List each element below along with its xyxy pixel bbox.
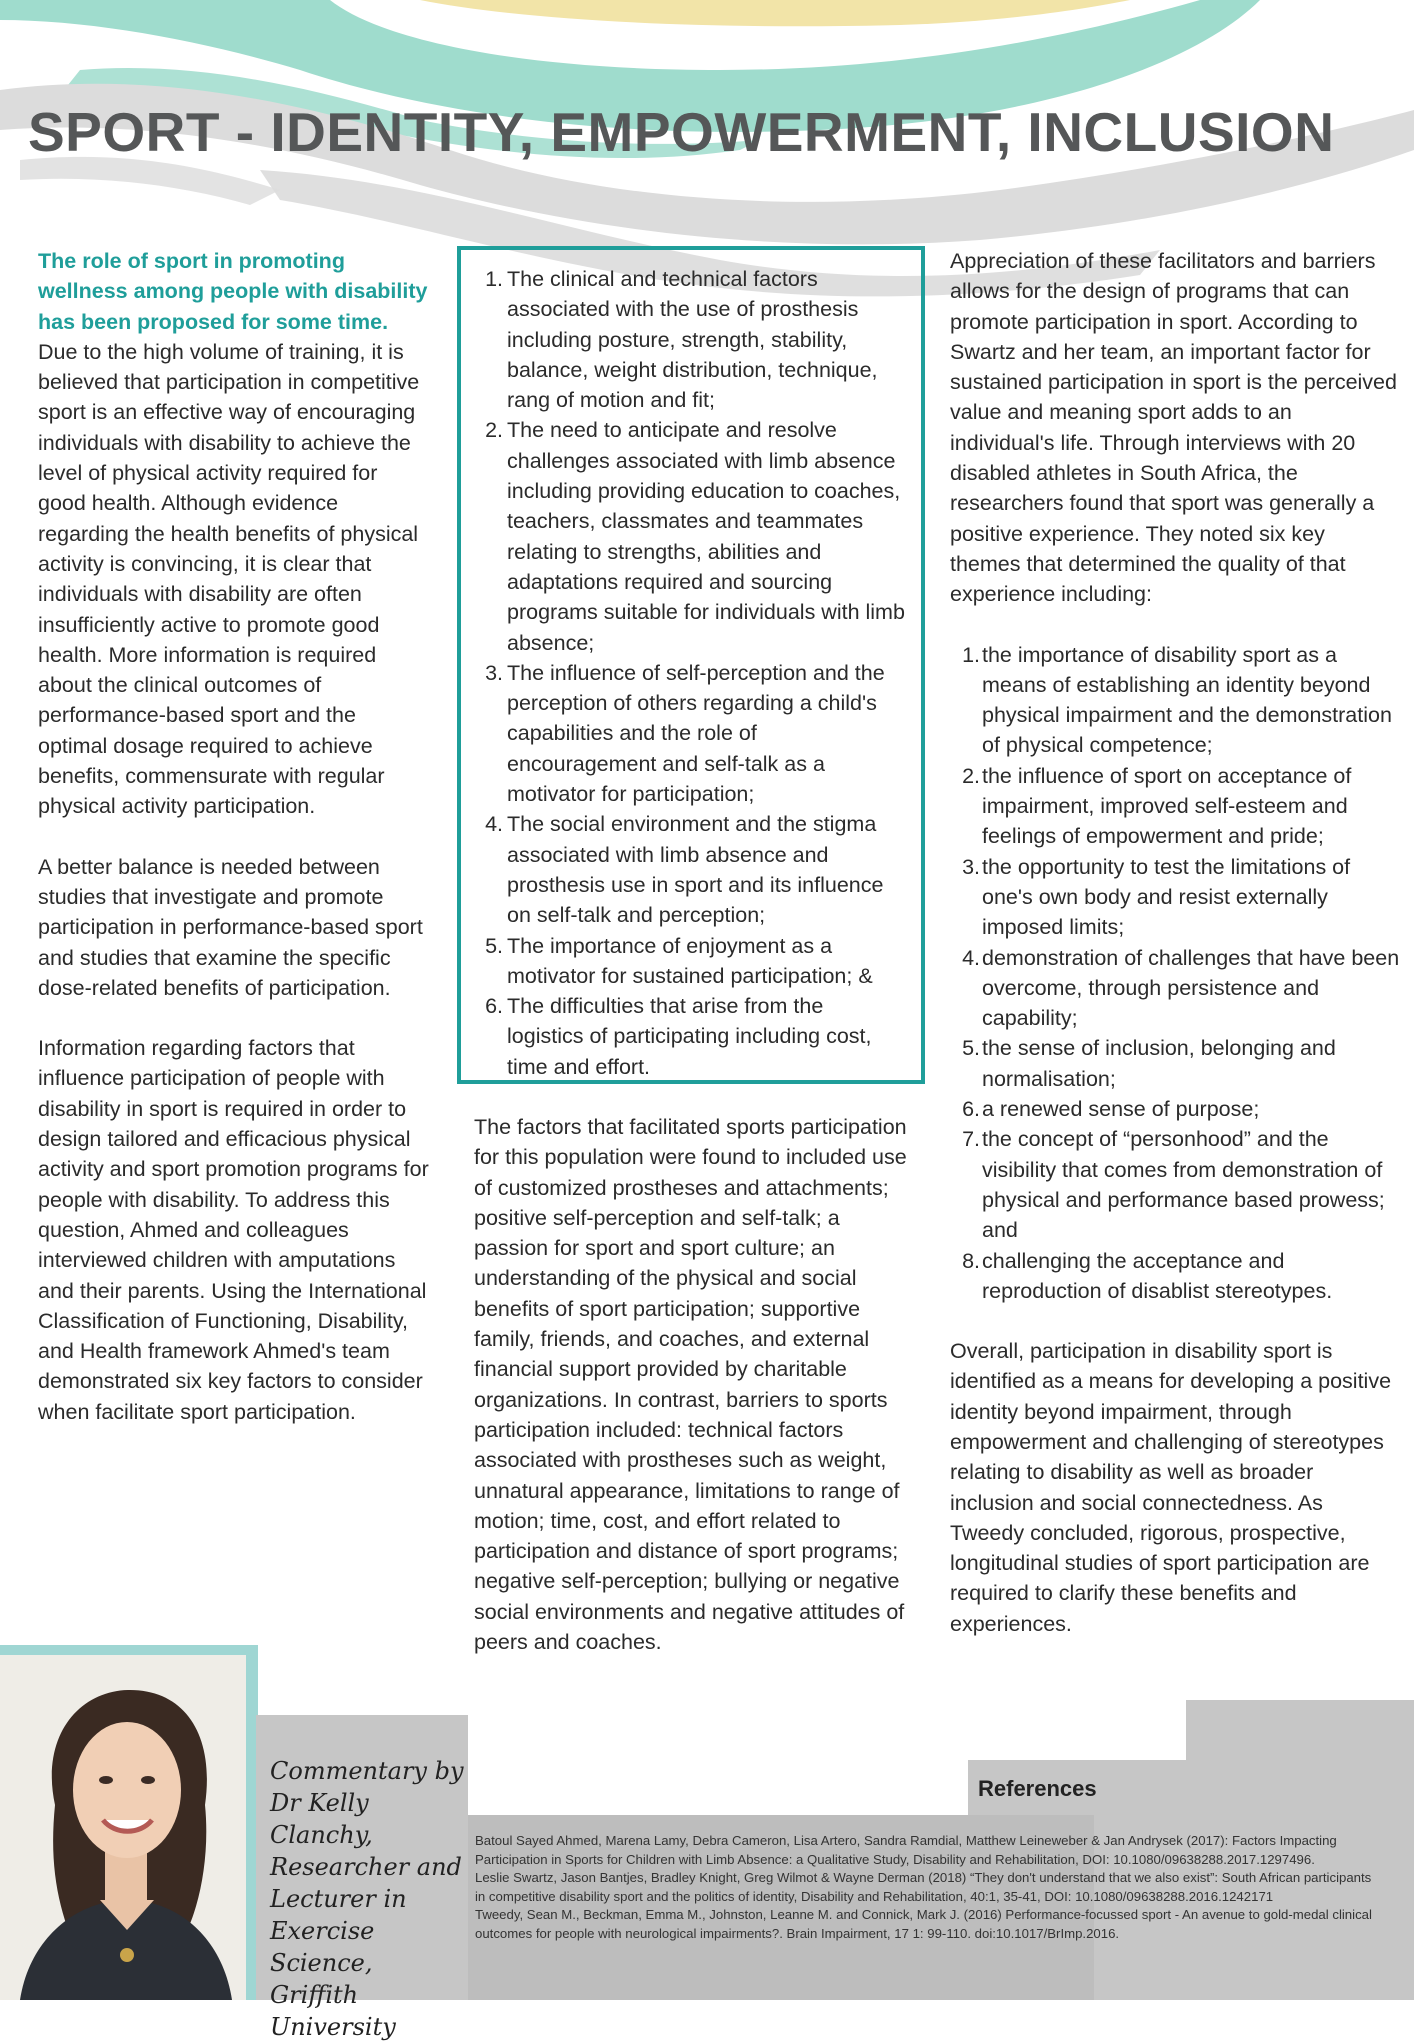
list-item: 3. the opportunity to test the limitations of one's own body and resist externally imposed limits; — [962, 854, 1351, 940]
conclusion-paragraph: Overall, participation in disability sport is identified as a means for developing a positive identity beyond impairment, through empowerment and challenging of stereotypes relating to disability as well as broader inclusion and social connectedness. As Tweedy concluded, rigorous, prospective, longitudinal studies of sport participation are required to clarify these benefits and experiences. — [950, 1339, 1392, 1636]
list-item: 8. challenging the acceptance and reproduction of disablist stereotypes. — [962, 1248, 1333, 1303]
appreciation-paragraph: Appreciation of these facilitators and barriers allows for the design of programs that can promote participation in sport. According to Swartz and her team, an important factor for sustained participation in sport is the perceived value and meaning sport adds to an individual's life. Through interviews with 20 disabled athletes in South Africa, the researchers found that sport was generally a positive experience. They noted six key themes that determined the quality of that experience including: — [950, 249, 1397, 607]
reference-item: Leslie Swartz, Jason Bantjes, Bradley Knight, Greg Wilmot & Wayne Derman (2018) “They don't understand that we also exist”: South African participants in competitive disability sport and the politics of identity, Disability and Rehabilitation, 40:1, 35-41, DOI: 10.1080/09638288.2016.1242171 — [475, 1870, 1372, 1904]
page-title: SPORT - IDENTITY, EMPOWERMENT, INCLUSION — [28, 101, 1335, 163]
list-item: 7. the concept of “personhood” and the visibility that comes from demonstration of physical and performance based prowess; and — [962, 1127, 1385, 1243]
intro-lead-text: The role of sport in promoting wellness among people with disability has been proposed for some time. — [38, 249, 428, 334]
list-item: 6. The difficulties that arise from the logistics of participating including cost, time and effort. — [485, 994, 872, 1079]
list-item: 1. the importance of disability sport as a means of establishing an identity beyond physical impairment and the demonstration of physical competence; — [962, 642, 1392, 758]
six-factors-box — [457, 246, 925, 1084]
intro-paragraph — [38, 246, 430, 822]
list-item: 1. The clinical and technical factors associated with the use of prosthesis including posture, strength, stability, balance, weight distribution, technique, rang of motion and fit; — [485, 267, 878, 413]
references-heading: References — [978, 1776, 1097, 1801]
list-item: 2. the influence of sport on acceptance of impairment, improved self-esteem and feelings of empowerment and pride; — [962, 763, 1352, 849]
key-themes-list — [950, 640, 1400, 1307]
list-item: 4. The social environment and the stigma associated with limb absence and prosthesis use in sport and its influence on self-talk and perception; — [485, 812, 884, 928]
six-factors-list — [477, 264, 905, 1082]
reference-item: Batoul Sayed Ahmed, Marena Lamy, Debra Cameron, Lisa Artero, Sandra Ramdial, Matthew Leineweber & Jan Andrysek (2017): Factors Impacting Participation in Sports for Children with Limb Absence: a Qualitative Study, Disability and Rehabilitation, DOI: 10.1080/09638288.2017.1297496. — [475, 1833, 1337, 1867]
facilitators-barriers-paragraph: The factors that facilitated sports participation for this population were found to included use of customized prostheses and attachments; positive self-perception and self-talk; a passion for sport and sport culture; an understanding of the physical and social benefits of sport participation; supportive family, friends, and coaches, and external financial support provided by charitable organizations. In contrast, barriers to sports participation included: technical factors associated with prostheses such as weight, unnatural appearance, limitations to range of motion; time, cost, and effort related to participation and distance of sport programs; negative self-perception; bullying or negative social environments and negative attitudes of peers and coaches. — [474, 1115, 907, 1655]
middle-column — [474, 1112, 914, 1687]
factors-intro-paragraph: Information regarding factors that influence participation of people with disability in sport is required in order to design tailored and efficacious physical activity and sport promotion programs for people with disability. To address this question, Ahmed and colleagues interviewed children with amputations and their parents. Using the International Classification of Functioning, Disability, and Health framework Ahmed's team demonstrated six key factors to consider when facilitate sport participation. — [38, 1036, 429, 1424]
author-photo — [0, 1655, 246, 2000]
right-column — [950, 246, 1400, 1669]
balance-paragraph: A better balance is needed between studies that investigate and promote participation in performance-based sport and studies that examine the specific dose-related benefits of participation. — [38, 854, 423, 1000]
list-item: 4. demonstration of challenges that have been overcome, through persistence and capability; — [962, 945, 1400, 1031]
list-item: 2. The need to anticipate and resolve challenges associated with limb absence including providing education to coaches, teachers, classmates and teammates relating to strengths, abilities and adaptations required and sourcing programs suitable for individuals with limb absence; — [485, 418, 905, 655]
list-item: 3. The influence of self-perception and the perception of others regarding a child's capabilities and the role of encouragement and self-talk as a motivator for participation; — [485, 660, 885, 807]
portrait-icon — [0, 1655, 246, 2000]
list-item: 6. a renewed sense of purpose; — [962, 1097, 1260, 1122]
reference-item: Tweedy, Sean M., Beckman, Emma M., Johnston, Leanne M. and Connick, Mark J. (2016) Performance-focussed sport - An avenue to gold-medal clinical outcomes for people with neurological impairments?. Brain Impairment, 17 1: 99-110. doi:10.1017/BrImp.2016. — [475, 1907, 1372, 1941]
list-item: 5. the sense of inclusion, belonging and normalisation; — [962, 1036, 1336, 1091]
commentary-byline: Commentary by Dr Kelly Clanchy, Researcher and Lecturer in Exercise Science, Griffith University — [270, 1757, 464, 2041]
list-item: 5. The importance of enjoyment as a motivator for sustained participation; & — [485, 933, 873, 988]
intro-body-text: Due to the high volume of training, it is believed that participation in competitive sport is an effective way of encouraging individuals with disability to achieve the level of physical activity required for good health. Although evidence regarding the health benefits of physical activity is convincing, it is clear that individuals with disability are often insufficiently active to promote good health. More information is required about the clinical outcomes of performance-based sport and the optimal dosage required to achieve benefits, commensurate with regular physical activity participation. — [38, 339, 420, 819]
left-column — [38, 246, 430, 1457]
references-list — [475, 1832, 1375, 1944]
